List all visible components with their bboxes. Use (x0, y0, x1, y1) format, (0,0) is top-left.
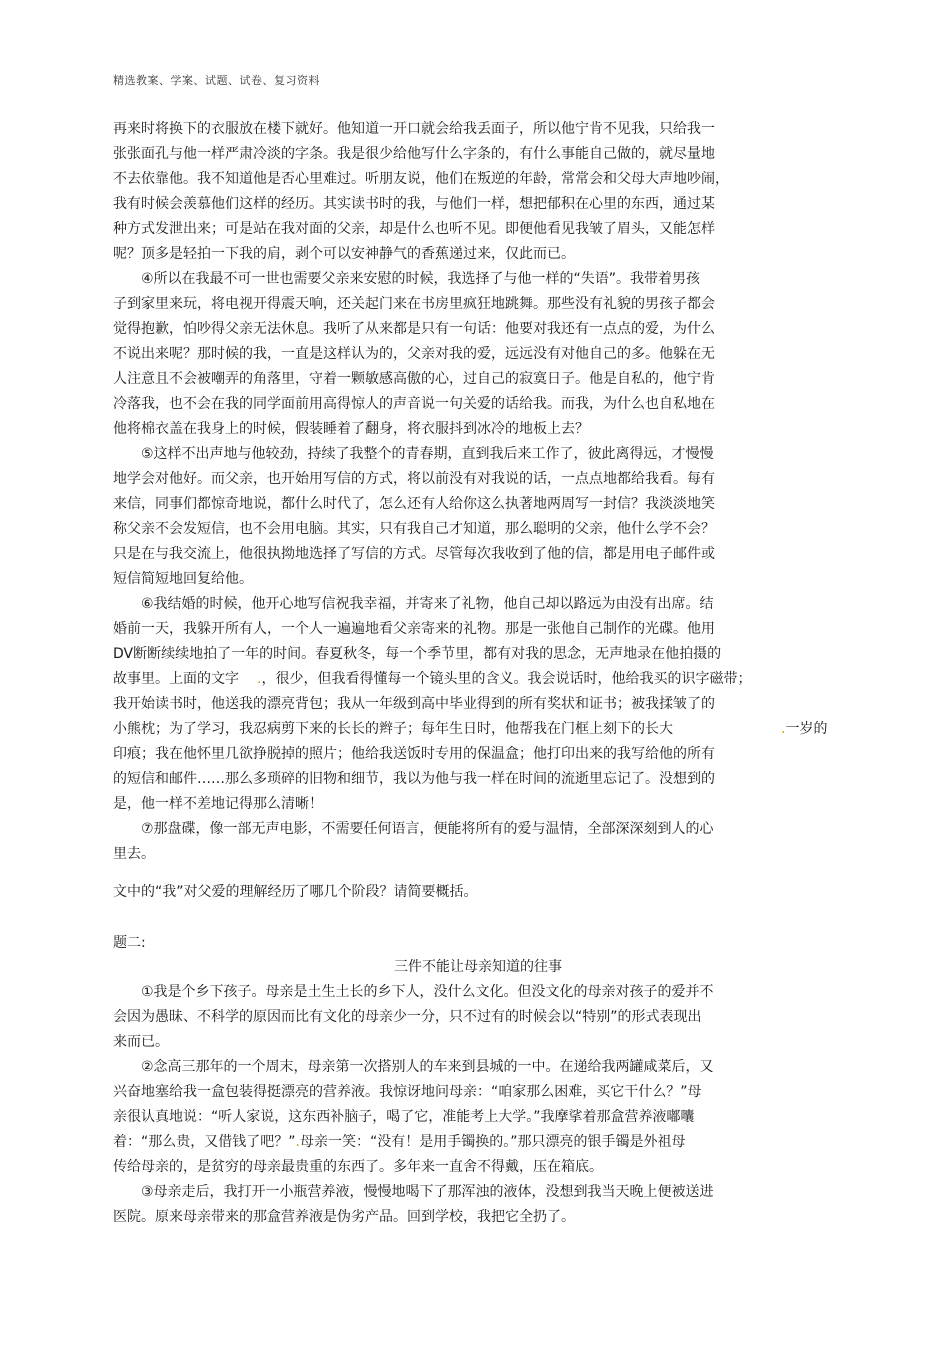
paragraph-4 (113, 267, 773, 442)
text-line: 传给母亲的，是贫穷的母亲最贵重的东西了。多年来一直舍不得戴，压在箱底。 (113, 1159, 603, 1175)
text-line: ⑦那盘碟，像一部无声电影，不需要任何语言，便能将所有的爱与温情，全部深深刻到人的心 (113, 821, 714, 837)
text-line: ③母亲走后，我打开一小瓶营养液，慢慢地喝下了那浑浊的液体，没想到我当天晚上便被送进 (113, 1184, 714, 1200)
text-line: 不去依靠他。我不知道他是否心里难过。听朋友说，他们在叛逆的年龄，常常会和父母大声地吵闹， (113, 171, 729, 187)
text-line: 只是在与我交流上，他很执拗地选择了写信的方式。尽管每次我收到了他的信，都是用电子邮件或 (113, 546, 715, 562)
text-line: 种方式发泄出来；可是站在我对面的父亲，却是什么也听不见。即便他看见我皱了眉头，又能怎样 (113, 221, 715, 237)
s2-paragraph-2 (113, 1055, 773, 1180)
dot-mark: . (295, 1134, 300, 1150)
s2-paragraph-3 (113, 1180, 773, 1230)
text-line: DV断断续续地拍了一年的时间。春夏秋冬，每一个季节里，都有对我的思念，无声地录在他拍摄的 (113, 646, 722, 662)
text-line: 是，他一样不差地记得那么清晰！ (113, 796, 323, 812)
text-line: 兴奋地塞给我一盒包装得挺漂亮的营养液。我惊讶地问母亲：“咱家那么困难，买它干什么？”母 (113, 1084, 702, 1100)
text-line: ①我是个乡下孩子。母亲是土生土长的乡下人，没什么文化。但没文化的母亲对孩子的爱并不 (113, 984, 714, 1000)
text-segment: ，很少，但我看得懂每一个镜头里的含义。我会说话时，他给我买的识字磁带； (261, 671, 752, 687)
text-line: 会因为愚昧、不科学的原因而比有文化的母亲少一分，只不过有的时候会以“特别”的形式表现出 (113, 1009, 702, 1025)
text-line: 地学会对他好。而父亲，也开始用写信的方式，将以前没有对我说的话，一点点地都给我看。每有 (113, 471, 715, 487)
text-segment: 一岁的 (785, 721, 828, 737)
text-line: 的短信和邮件……那么多琐碎的旧物和细节，我以为他与我一样在时间的流逝里忘记了。没想到的 (113, 771, 715, 787)
text-line: 呢？顶多是轻拍一下我的肩，剥个可以安神静气的香蕉递过来，仅此而已。 (113, 246, 575, 262)
text-segment: 母亲一笑：“没有！是用手镯换的。”那只漂亮的银手镯是外祖母 (299, 1134, 686, 1150)
text-line: 子到家里来玩，将电视开得震天响，还关起门来在书房里疯狂地跳舞。那些没有礼貌的男孩子都会 (113, 296, 715, 312)
text-line: 人注意且不会被嘲弄的角落里，守着一颗敏感高傲的心，过自己的寂寞日子。他是自私的，他宁肯 (113, 371, 715, 387)
text-line: 来而已。 (113, 1034, 169, 1050)
paragraph-6 (113, 592, 773, 817)
overflow-fragment (781, 717, 827, 742)
text-line: 不说出来呢？那时候的我，一直是这样认为的，父亲对我的爱，远远没有对他自己的多。他躲在无 (113, 346, 715, 362)
text-line: 婚前一天，我躲开所有人，一个人一遍遍地看父亲寄来的礼物。那是一张他自己制作的光碟。他用 (113, 621, 715, 637)
text-line: 张张面孔与他一样严肃冷淡的字条。我是很少给他写什么字条的，有什么事能自己做的，就尽量地 (113, 146, 715, 162)
text-line: ④所以在我最不可一世也需要父亲来安慰的时候，我选择了与他一样的“失语”。我带着男孩 (113, 271, 701, 287)
text-line: ⑤这样不出声地与他较劲，持续了我整个的青春期，直到我后来工作了，彼此离得远，才慢慢 (113, 446, 714, 462)
paragraph-5 (113, 442, 773, 592)
text-line: 亲很认真地说：“听人家说，这东西补脑子，喝了它，准能考上大学。”我摩挲着那盒营养液嘟囔 (113, 1109, 695, 1125)
s2-paragraph-1 (113, 980, 773, 1055)
text-line: 再来时将换下的衣服放在楼下就好。他知道一开口就会给我丢面子，所以他宁肯不见我，只给我一 (113, 121, 715, 137)
question-text: 文中的“我”对父爱的理解经历了哪几个阶段？请简要概括。 (113, 884, 478, 900)
text-segment: 故事里。上面的文字 (113, 671, 239, 687)
text-line: 短信简短地回复给他。 (113, 571, 253, 587)
text-line: 小熊枕；为了学习，我忍病剪下来的长长的辫子；每年生日时，他帮我在门框上刻下的长大 (113, 721, 673, 737)
text-line (113, 1130, 773, 1155)
dot-mark: . (781, 721, 786, 737)
text-line (113, 667, 773, 692)
text-line: 他将棉衣盖在我身上的时候，假装睡着了翻身，将衣服抖到冰冷的地板上去？ (113, 421, 589, 437)
text-line: 里去。 (113, 846, 155, 862)
text-line: 医院。原来母亲带来的那盒营养液是伪劣产品。回到学校，我把它全扔了。 (113, 1209, 575, 1225)
text-line: 来信，同事们都惊奇地说，都什么时代了，怎么还有人给你这么执著地两周写一封信？我淡淡地笑 (113, 496, 715, 512)
text-line: 我开始读书时，他送我的漂亮背包；我从一年级到高中毕业得到的所有奖状和证书；被我揉皱了的 (113, 696, 715, 712)
section-label: 题二: (113, 935, 146, 951)
text-line: 我有时候会羡慕他们这样的经历。其实读书时的我，与他们一样，想把郁积在心里的东西，通过某 (113, 196, 715, 212)
text-line: 称父亲不会发短信，也不会用电脑。其实，只有我自己才知道，那么聪明的父亲，他什么学不会？ (113, 521, 715, 537)
article-title: 三件不能让母亲知道的往事 (394, 959, 562, 975)
text-line: ②念高三那年的一个周末，母亲第一次搭别人的车来到县城的一中。在递给我两罐咸菜后，又 (113, 1059, 714, 1075)
dot-mark: . (257, 671, 262, 687)
text-line: 印痕；我在他怀里几欲挣脱掉的照片；他给我送饭时专用的保温盒；他打印出来的我写给他的所有 (113, 746, 715, 762)
page-header: 精选教案、学案、试题、试卷、复习资料 (113, 74, 320, 87)
text-line: ⑥我结婚的时候，他开心地写信祝我幸福，并寄来了礼物，他自己却以路远为由没有出席。结 (113, 596, 714, 612)
text-segment: 着：“那么贵，又借钱了吧？” (113, 1134, 296, 1150)
text-line: 觉得抱歉，怕吵得父亲无法休息。我听了从来都是只有一句话：他要对我还有一点点的爱，为什么 (113, 321, 715, 337)
text-line: 冷落我，也不会在我的同学面前用高得惊人的声音说一句关爱的话给我。而我，为什么也自私地在 (113, 396, 715, 412)
paragraph-7 (113, 817, 773, 867)
paragraph-continuation (113, 117, 773, 267)
